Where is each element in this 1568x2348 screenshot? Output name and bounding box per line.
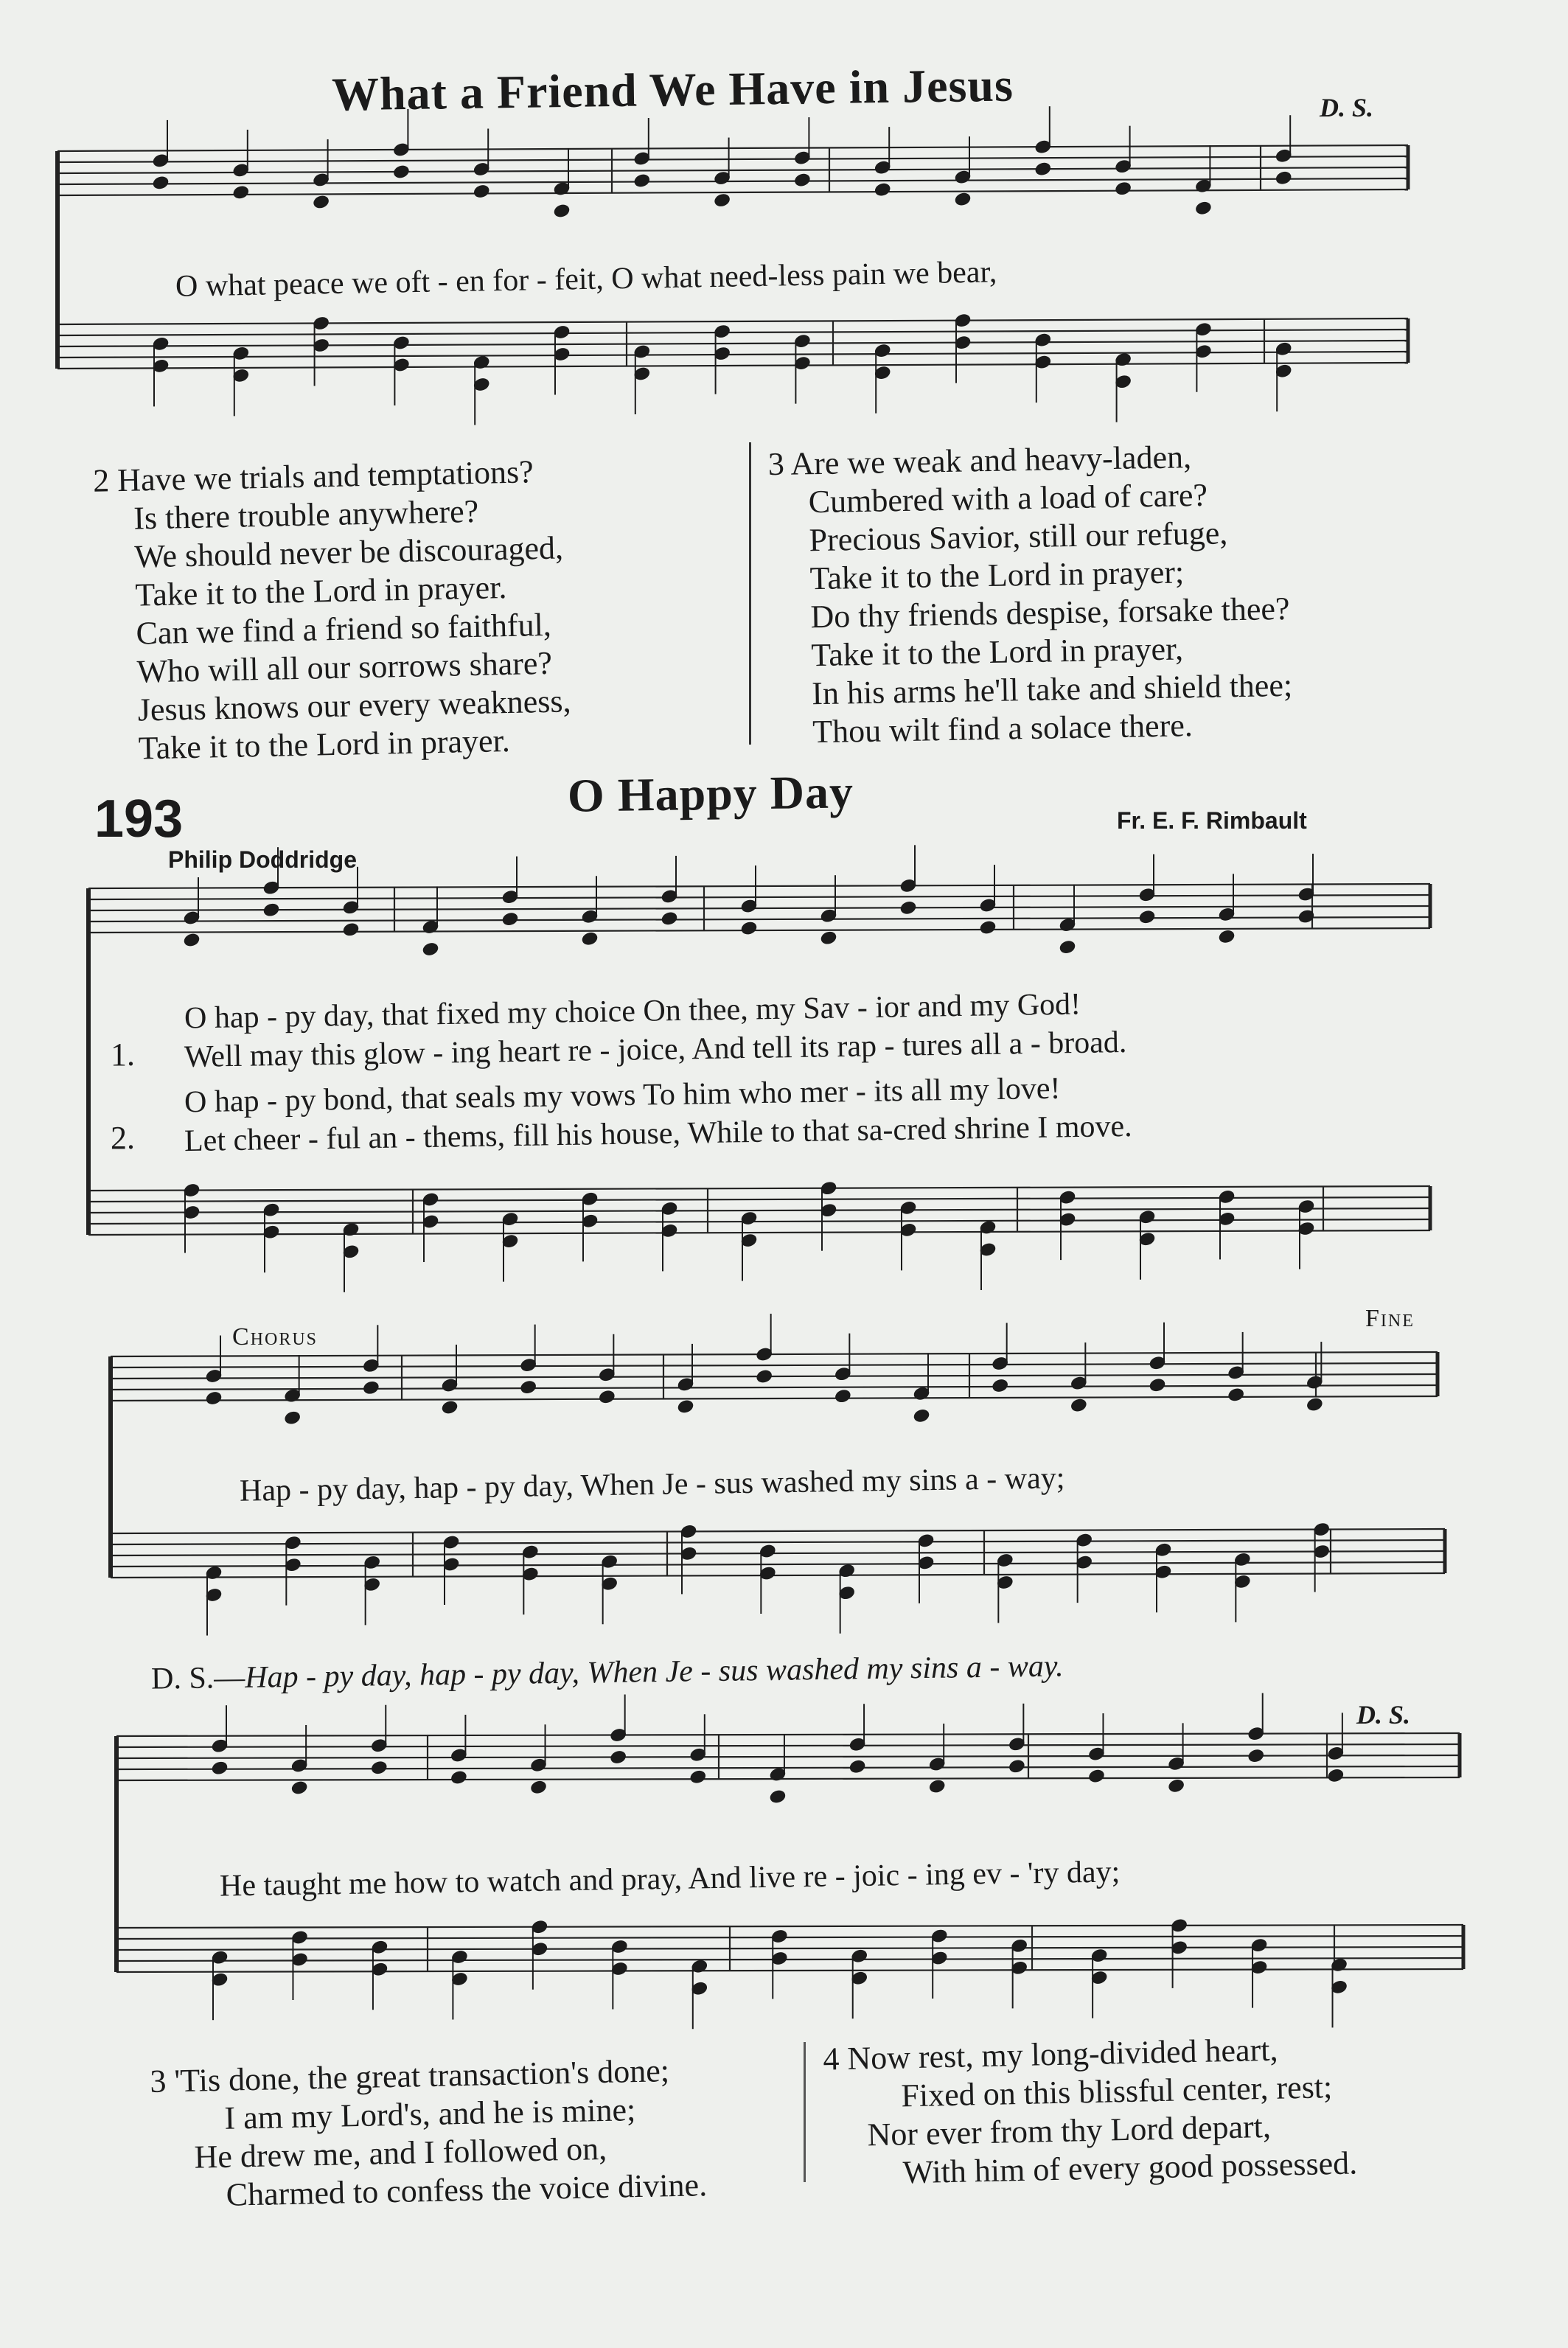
note-head — [284, 1410, 302, 1426]
verse-line: In his arms he'll take and shield thee; — [811, 666, 1293, 712]
staff-line — [88, 884, 1430, 888]
verse-line: He drew me, and I followed on, — [194, 2130, 607, 2175]
staff-line — [88, 895, 1430, 899]
note-head — [501, 911, 519, 927]
verse-line: I am my Lord's, and he is mine; — [223, 2091, 636, 2136]
note-head — [820, 930, 837, 946]
note-head — [441, 1399, 459, 1415]
staff-line — [58, 363, 1408, 369]
note-head — [1149, 1377, 1166, 1393]
lyric-line: O what peace we oft - en for - feit, O what need-less pain we bear, — [175, 255, 997, 304]
staff-line — [88, 1208, 1430, 1213]
hymn-title-o-happy-day: O Happy Day — [567, 765, 854, 822]
staff-line — [88, 1230, 1430, 1235]
composer-credit: Fr. E. F. Rimbault — [1117, 807, 1307, 834]
note-head — [899, 900, 917, 916]
staff-line — [116, 1777, 1460, 1780]
note-head — [928, 1779, 946, 1794]
note-head — [553, 203, 571, 219]
verse-line: With him of every good possessed. — [902, 2145, 1358, 2191]
note-head — [370, 1760, 388, 1775]
note-head — [1059, 939, 1076, 955]
note-head — [211, 1760, 229, 1776]
hymn-title-what-a-friend: What a Friend We Have in Jesus — [331, 58, 1014, 121]
ds-lyric-text: Hap - py day, hap - py day, When Je - sus washed my sins a - way. — [244, 1649, 1064, 1695]
chorus-lyric: Hap - py day, hap - py day, When Je - sus washed my sins a - way; — [239, 1461, 1065, 1508]
staff-line — [58, 156, 1408, 162]
verse-1-line-a: O hap - py day, that fixed my choice On thee, my Sav - ior and my God! — [184, 987, 1081, 1036]
staff-line — [116, 1925, 1463, 1928]
staff-line — [58, 167, 1408, 173]
note-head — [1218, 929, 1236, 944]
staff-line — [111, 1529, 1445, 1533]
verse-2-line-b: Let cheer - ful an - thems, fill his house, While to that sa-cred shrine I move. — [184, 1109, 1132, 1159]
note-head — [1008, 1758, 1025, 1774]
verse-line: 3 Are we weak and heavy-laden, — [767, 439, 1192, 483]
note-head — [450, 1770, 467, 1786]
staff-line — [58, 145, 1408, 151]
note-head — [661, 910, 678, 926]
verse-line: Who will all our sorrows share? — [136, 644, 553, 690]
verse-2-line-a: O hap - py bond, that seals my vows To him who mer - its all my love! — [184, 1071, 1061, 1120]
note-head — [362, 1380, 380, 1396]
note-head — [1168, 1778, 1185, 1794]
note-head — [392, 164, 410, 179]
hymn-number: 193 — [94, 790, 184, 849]
verse-line: 4 Now rest, my long-divided heart, — [822, 2031, 1278, 2077]
fine-label: Fine — [1365, 1305, 1415, 1332]
staff-line — [111, 1352, 1438, 1356]
note-head — [1275, 170, 1292, 186]
verse-line: Take it to the Lord in prayer. — [138, 722, 511, 767]
verse-3 — [767, 436, 1293, 752]
verse-number: 1. — [111, 1037, 135, 1073]
note-head — [756, 1369, 773, 1384]
verse-line: Can we find a friend so faithful, — [136, 606, 552, 652]
verse-line: Cumbered with a load of care? — [808, 476, 1208, 520]
note-head — [598, 1389, 616, 1404]
note-head — [1306, 1397, 1323, 1412]
verse-line: Thou wilt find a solace there. — [812, 707, 1194, 750]
ds-mark: D. S. — [1356, 1700, 1411, 1729]
staff-line — [111, 1540, 1445, 1544]
ds-prefix: D. S.— — [150, 1660, 245, 1696]
note-head — [473, 184, 490, 199]
note-head — [979, 920, 997, 936]
chorus-label: Chorus — [232, 1323, 318, 1351]
verse-line: 2 Have we trials and temptations? — [92, 453, 534, 499]
note-head — [740, 921, 758, 936]
note-head — [520, 1379, 537, 1395]
verse-3 — [150, 2051, 708, 2216]
author-credit: Philip Doddridge — [168, 846, 357, 873]
note-head — [610, 1749, 627, 1765]
staff-line — [88, 1186, 1430, 1191]
staff-line — [116, 1744, 1460, 1747]
verse-4 — [823, 2029, 1358, 2193]
note-head — [633, 173, 651, 189]
ds-mark: D. S. — [1320, 93, 1374, 122]
note-head — [1138, 909, 1156, 924]
note-head — [342, 922, 360, 937]
note-head — [849, 1759, 866, 1774]
note-head — [689, 1769, 707, 1785]
note-head — [913, 1408, 930, 1424]
note-head — [677, 1398, 694, 1414]
note-head — [205, 1390, 223, 1406]
note-head — [1247, 1748, 1265, 1763]
verse-line: Nor ever from thy Lord depart, — [867, 2108, 1272, 2153]
note-head — [1034, 161, 1052, 177]
note-head — [1088, 1769, 1106, 1784]
verse-line: Do thy friends despise, forsake thee? — [810, 590, 1290, 635]
note-head — [714, 192, 731, 208]
verse-divider — [804, 2042, 806, 2182]
note-head — [793, 173, 811, 188]
verse-line: Is there trouble anywhere? — [133, 492, 479, 537]
verse-line: Take it to the Lord in prayer, — [810, 630, 1184, 674]
bridge-lyric: He taught me how to watch and pray, And live re - joic - ing ev - 'ry day; — [219, 1855, 1121, 1903]
note-head — [834, 1388, 851, 1404]
note-head — [1115, 181, 1132, 196]
staff-line — [116, 1766, 1460, 1769]
note-head — [422, 941, 439, 957]
verse-number: 2. — [111, 1120, 135, 1156]
note-head — [581, 931, 599, 947]
note-head — [1070, 1398, 1087, 1413]
verse-line: Jesus knows our every weakness, — [137, 683, 571, 728]
note-head — [1194, 201, 1212, 216]
note-head — [232, 184, 250, 200]
note-head — [152, 175, 170, 190]
verse-line: Charmed to confess the voice divine. — [226, 2167, 708, 2213]
verse-line: Take it to the Lord in prayer. — [134, 569, 507, 613]
note-head — [313, 194, 330, 209]
note-head — [1227, 1387, 1245, 1402]
note-head — [769, 1789, 787, 1805]
verse-divider — [749, 442, 751, 745]
verse-line: Precious Savior, still our refuge, — [809, 515, 1228, 559]
note-head — [874, 182, 891, 198]
note-head — [290, 1780, 308, 1795]
verse-line: Fixed on this blissful center, rest; — [900, 2069, 1333, 2114]
note-head — [530, 1780, 548, 1795]
verse-1-line-b: Well may this glow - ing heart re - joice, And tell its rap - tures all a - broad. — [184, 1025, 1127, 1075]
note-head — [183, 933, 201, 948]
verse-line: We should never be discouraged, — [133, 529, 564, 575]
verse-line: 3 'Tis done, the great transaction's done; — [149, 2052, 670, 2100]
staff-line — [116, 1936, 1463, 1939]
verse-2 — [93, 452, 572, 768]
note-head — [1327, 1768, 1345, 1783]
note-head — [954, 192, 972, 207]
staff-line — [116, 1958, 1463, 1961]
note-head — [992, 1378, 1009, 1393]
verse-line: Take it to the Lord in prayer; — [809, 554, 1185, 597]
note-head — [262, 902, 280, 918]
